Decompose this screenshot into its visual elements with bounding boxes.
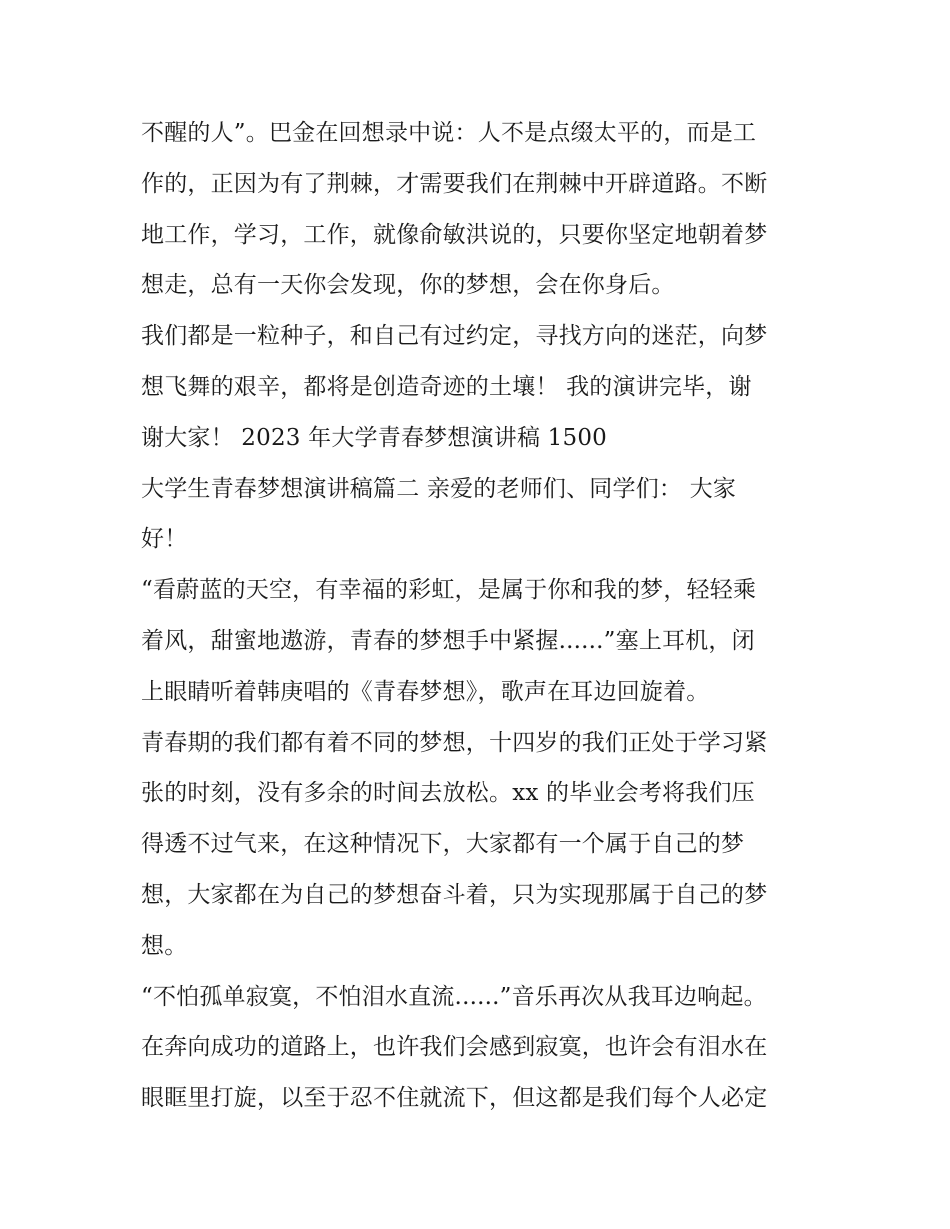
text-line: 想飞舞的艰辛，都将是创造奇迹的土壤！ 我的演讲完毕，谢: [141, 373, 752, 400]
text-line: 地工作，学习，工作，就像俞敏洪说的，只要你坚定地朝着梦: [141, 221, 768, 248]
text-line: 我们都是一粒种子，和自己有过约定，寻找方向的迷茫，向梦: [141, 323, 768, 350]
text-line: 作的，正因为有了荆棘，才需要我们在荆棘中开辟道路。不断: [141, 170, 768, 197]
text-line: 张的时刻，没有多余的时间去放松。xx 的毕业会考将我们压: [141, 780, 755, 807]
text-line: 谢大家！ 2023 年大学青春梦想演讲稿 1500: [141, 424, 607, 451]
text-line: 想。: [141, 932, 188, 959]
text-line: 上眼睛听着韩庚唱的《青春梦想》，歌声在耳边回旋着。: [141, 678, 710, 705]
text-line: “不怕孤单寂寞，不怕泪水直流......”音乐再次从我耳边响起。: [141, 983, 767, 1010]
body-text: [141, 108, 821, 1124]
text-line: 着风，甜蜜地遨游，青春的梦想手中紧握......”塞上耳机，闭: [141, 627, 755, 654]
text-line: 想，大家都在为自己的梦想奋斗着，只为实现那属于自己的梦: [141, 881, 768, 908]
text-line: 大学生青春梦想演讲稿篇二 亲爱的老师们、同学们： 大家: [141, 475, 737, 502]
text-line: “看蔚蓝的天空，有幸福的彩虹，是属于你和我的梦，轻轻乘: [141, 577, 757, 604]
text-line: 青春期的我们都有着不同的梦想，十四岁的我们正处于学习紧: [141, 729, 768, 756]
text-line: 好！: [141, 526, 188, 553]
text-line: 得透不过气来，在这种情况下，大家都有一个属于自己的梦: [141, 831, 745, 858]
text-line: 想走，总有一天你会发现，你的梦想，会在你身后。: [141, 272, 675, 299]
text-line: 不醒的人”。巴金在回想录中说：人不是点缀太平的，而是工: [141, 120, 757, 146]
text-line: 眼眶里打旋，以至于忍不住就流下，但这都是我们每个人必定: [141, 1085, 768, 1112]
text-line: 在奔向成功的道路上，也许我们会感到寂寞，也许会有泪水在: [141, 1034, 768, 1061]
